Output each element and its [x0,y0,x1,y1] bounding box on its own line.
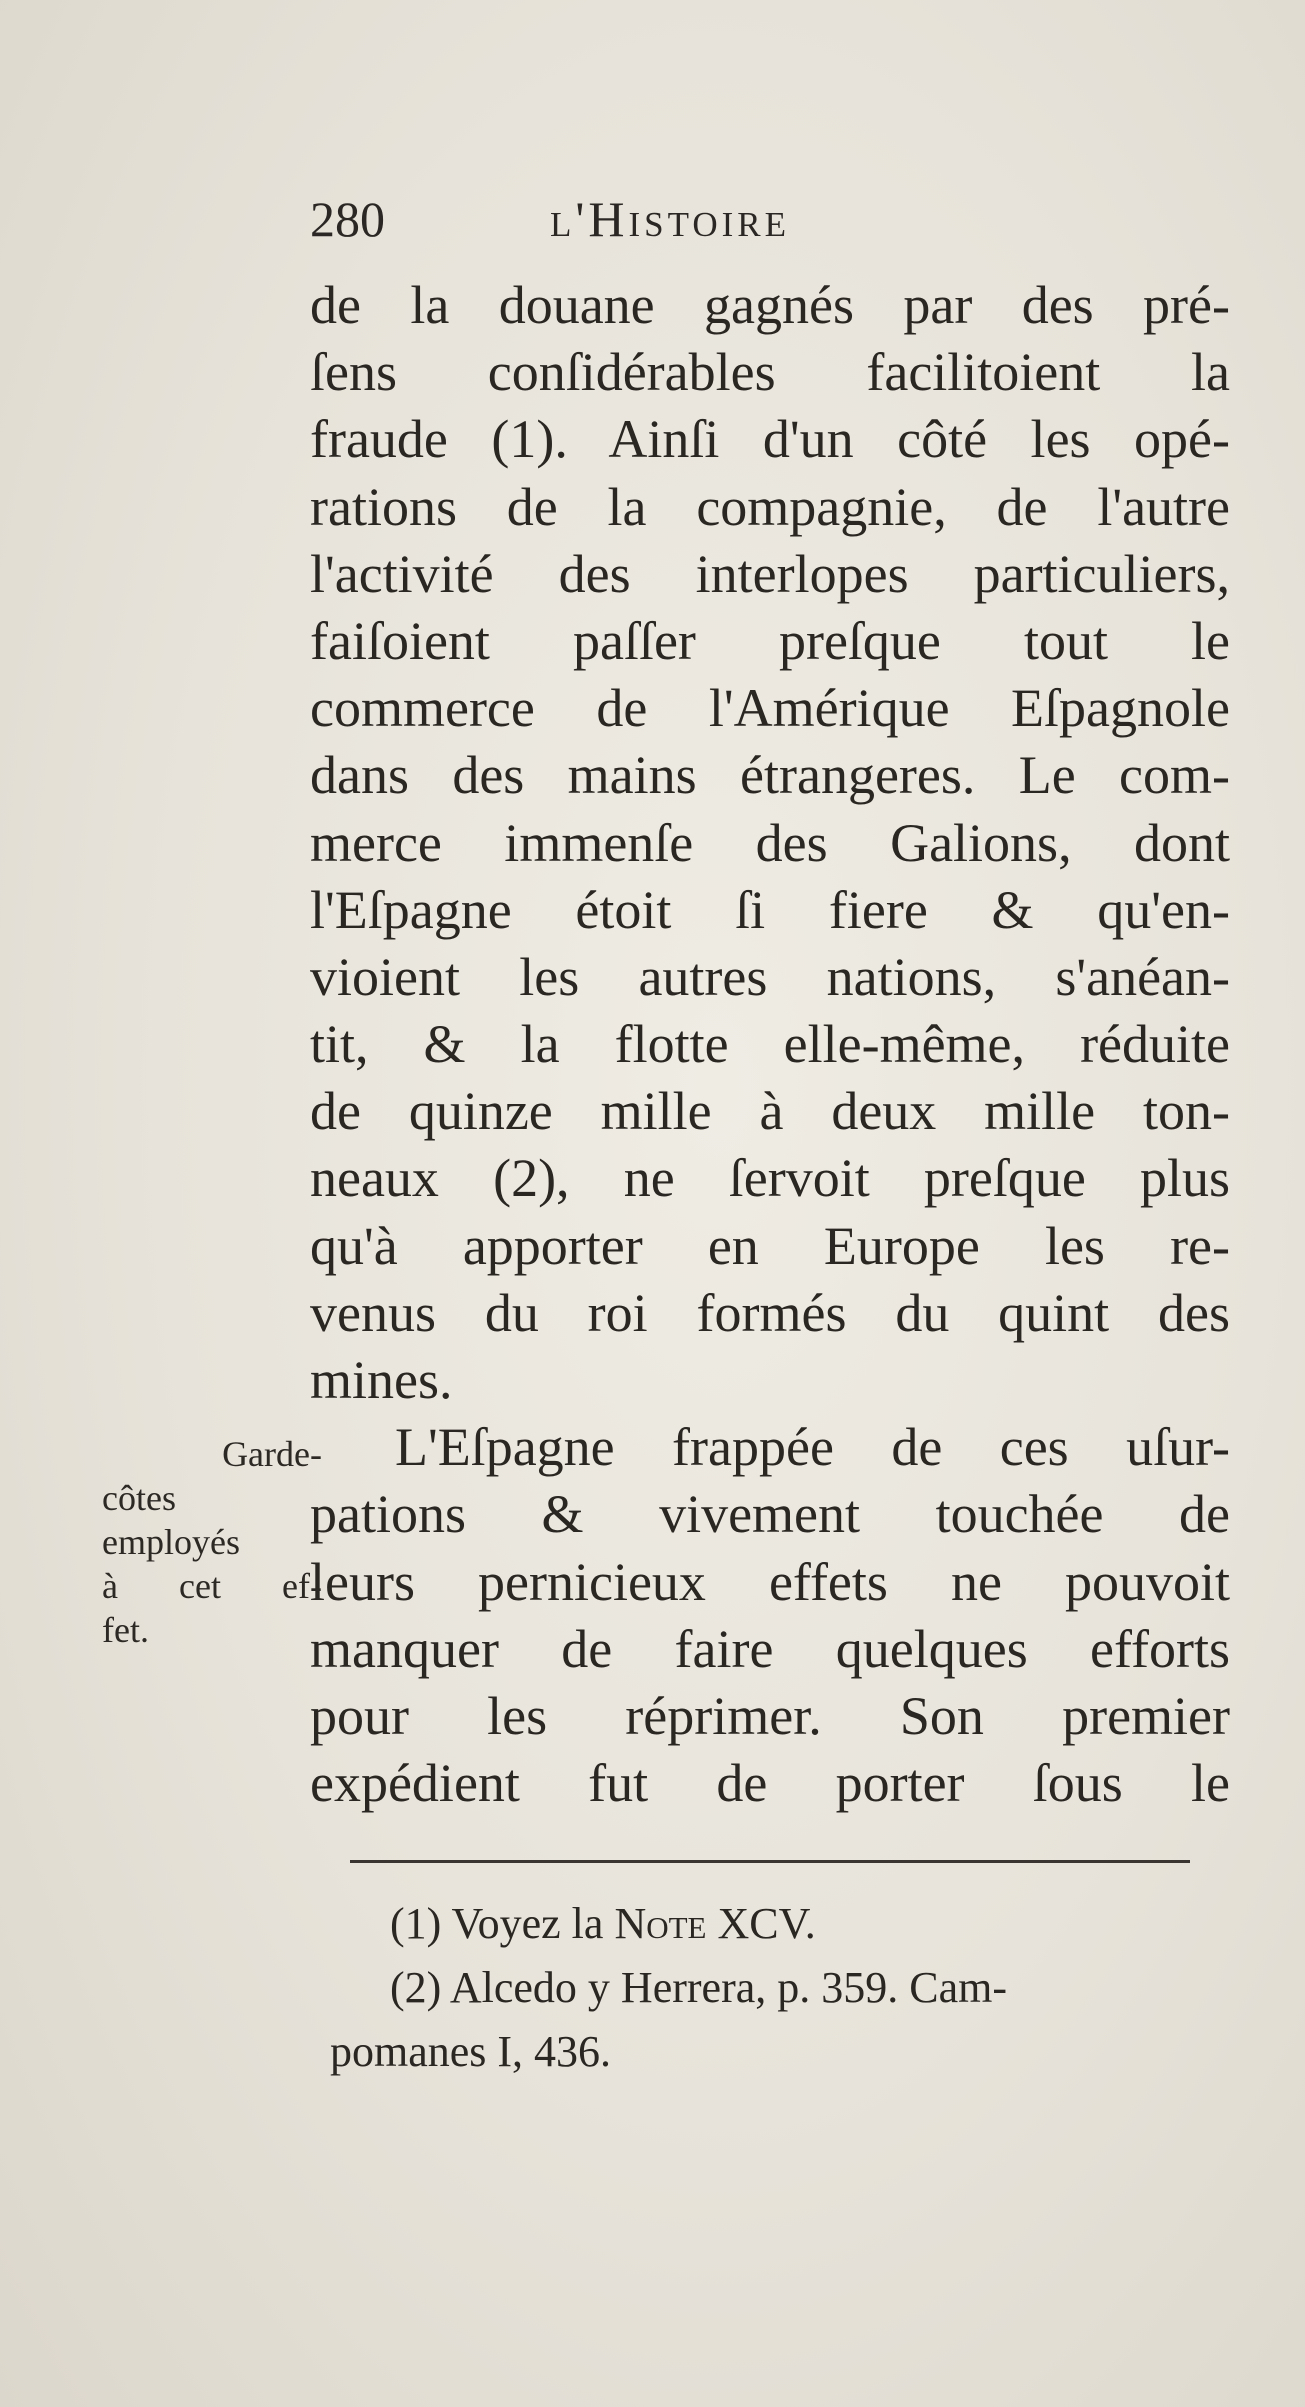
text-line: faiſoient paſſer preſque tout le [310,610,1230,671]
margin-note [102,1432,322,1652]
margin-note-line: Garde- [222,1434,322,1474]
text-line: qu'à apporter en Europe les re- [310,1215,1230,1276]
footnote-1-prefix: (1) Voyez la [390,1899,615,1948]
text-line: tit, & la flotte elle-même, réduite [310,1014,1230,1075]
text-line: l'Eſpagne étoit ſi fiere & qu'en- [310,879,1230,940]
text-line: neaux (2), ne ſervoit preſque plus [310,1148,1230,1209]
text-line: merce immenſe des Galions, dont [310,812,1230,873]
text-line: l'activité des interlopes particuliers, [310,543,1230,604]
main-text [310,272,1230,1817]
footnote-2-line-1: (2) Alcedo y Herrera, p. 359. Cam- [390,1963,1008,2012]
margin-note-line: à cet ef- [102,1566,322,1606]
margin-note-line: côtes [102,1478,176,1518]
text-line: mines. [310,1350,453,1410]
text-line: rations de la compagnie, de l'autre [310,476,1230,537]
footnote-2-line-2: pomanes I, 436. [330,2027,612,2076]
footnote-1 [330,1892,1250,1956]
text-line: de quinze mille à deux mille ton- [310,1081,1230,1142]
text-line: fraude (1). Ainſi d'un côté les opé- [310,409,1230,470]
footnote-divider [350,1860,1190,1863]
text-line: ſens conſidérables facilitoient la [310,342,1230,403]
page-number: 280 [310,191,385,247]
page-header [310,190,1210,260]
text-line: expédient fut de porter ſous le [310,1753,1230,1814]
text-line: pations & vivement touchée de [310,1484,1230,1545]
text-line: pour les réprimer. Son premier [310,1685,1230,1746]
margin-note-line: employés [102,1522,240,1562]
text-line: manquer de faire quelques efforts [310,1618,1230,1679]
text-line: commerce de l'Amérique Eſpagnole [310,678,1230,739]
text-line: dans des mains étrangeres. Le com- [310,745,1230,806]
footnotes [330,1892,1250,2084]
text-line: de la douane gagnés par des pré- [310,275,1230,335]
text-line: venus du roi formés du quint des [310,1282,1230,1343]
margin-note-line: fet. [102,1610,149,1650]
text-line: leurs pernicieux effets ne pouvoit [310,1551,1230,1612]
footnote-1-suffix: XCV. [706,1899,816,1948]
text-line: vioient les autres nations, s'anéan- [310,946,1230,1007]
running-title: l'Histoire [550,191,791,247]
text-line: L'Eſpagne frappée de ces uſur- [395,1417,1230,1478]
footnote-1-note: Note [614,1899,707,1948]
